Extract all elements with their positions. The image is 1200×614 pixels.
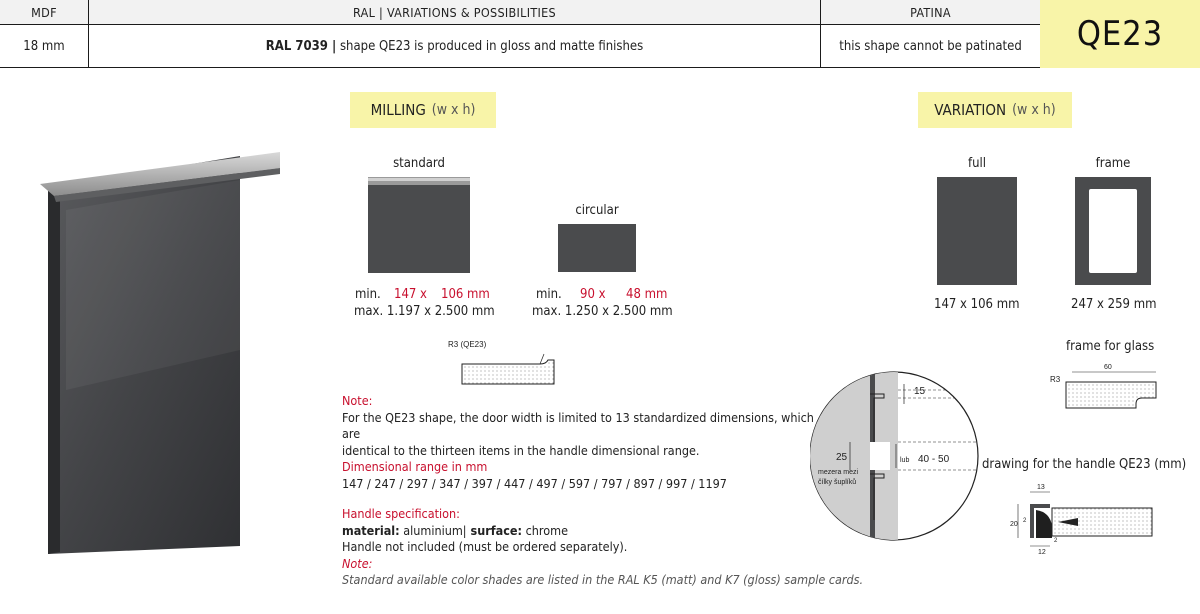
- mdf-thickness-value: 18 mm: [0, 25, 89, 67]
- r3-profile-drawing: [440, 338, 562, 390]
- circular-label: circular: [575, 203, 619, 218]
- ral-description: shape QE23 is produced in gloss and matte finishes: [336, 38, 644, 54]
- note-title: Note:: [342, 393, 373, 408]
- surface-label: surface:: [466, 522, 523, 538]
- r3-profile-label: R3 (QE23): [448, 340, 487, 349]
- dim-15: 15: [914, 386, 926, 397]
- dim-20: 20: [1010, 521, 1018, 528]
- milling-unit: (w x h): [431, 102, 476, 118]
- header-title-row: [0, 0, 1040, 25]
- note2-text: Standard available color shades are listed in the RAL K5 (matt) and K7 (gloss) sample cards.: [342, 572, 864, 587]
- note-text-2: identical to the thirteen items in the handle dimensional range.: [342, 442, 700, 458]
- standard-min-label: min.: [355, 287, 381, 302]
- ral-value: [89, 25, 821, 67]
- material-value: aluminium|: [399, 522, 467, 538]
- frame-for-glass-drawing: [1044, 360, 1164, 412]
- frame-label: frame: [1095, 156, 1131, 171]
- handle-profile-drawing: [1006, 480, 1158, 558]
- circular-milling-panel: [558, 224, 636, 272]
- milling-section-tag: [350, 92, 496, 128]
- mdf-column-title: MDF: [0, 0, 89, 24]
- patina-value: this shape cannot be patinated: [839, 38, 1022, 54]
- full-label: full: [967, 156, 987, 171]
- standard-label: standard: [393, 156, 445, 171]
- header-value-row: [0, 25, 1040, 68]
- frame-for-glass-label: frame for glass: [1066, 339, 1155, 354]
- range-values: 147 / 247 / 297 / 347 / 397 / 447 / 497 / 597 / 797 / 897 / 997 / 1197: [342, 475, 727, 491]
- spec-header-table: [0, 0, 1040, 68]
- handle-title: Handle specification:: [342, 506, 460, 521]
- handle-gap-diagram: [810, 370, 982, 546]
- circular-min-width: 90 x: [580, 287, 606, 302]
- standard-min-width: 147 x: [394, 287, 427, 302]
- standard-min-height: 106 mm: [441, 287, 490, 302]
- circular-max: max. 1.250 x 2.500 mm: [532, 304, 673, 319]
- standard-max: max. 1.197 x 2.500 mm: [354, 304, 495, 319]
- ral-column-title: RAL | VARIATIONS & POSSIBILITIES: [89, 0, 821, 24]
- variation-unit: (w x h): [1012, 102, 1056, 118]
- gap-text-2: čílky šuplíků: [818, 479, 857, 486]
- dim-lub: lub: [900, 457, 910, 464]
- dim-13: 13: [1037, 484, 1045, 491]
- note-text-1: For the QE23 shape, the door width is limited to 13 standardized dimensions, which are: [342, 409, 814, 441]
- range-title: Dimensional range in mm: [342, 459, 488, 474]
- dim-25: 25: [836, 452, 848, 463]
- material-label: material:: [342, 522, 400, 538]
- gap-text-1: mezera mezi: [818, 469, 859, 476]
- variation-title: VARIATION: [934, 101, 1007, 119]
- frame-glass-width-label: 60: [1104, 364, 1112, 371]
- ral-code: RAL 7039 |: [265, 38, 337, 54]
- patina-column-title: PATINA: [910, 4, 951, 20]
- handle-material-line: [342, 523, 822, 540]
- frame-glass-r-label: R3: [1050, 375, 1061, 384]
- frame-dims: 247 x 259 mm: [1071, 297, 1157, 312]
- note2-title: Note:: [342, 555, 373, 571]
- dim-2b: 2: [1054, 538, 1058, 544]
- variation-section-tag: [918, 92, 1072, 128]
- handle-drawing-caption: drawing for the handle QE23 (mm): [982, 457, 1187, 472]
- product-code-badge: QE23: [1040, 0, 1200, 68]
- full-dims: 147 x 106 mm: [934, 297, 1020, 312]
- circular-min-height: 48 mm: [626, 287, 668, 302]
- door-illustration: [40, 150, 285, 560]
- milling-title: MILLING: [370, 101, 426, 119]
- dim-2a: 2: [1023, 518, 1027, 524]
- frame-variation-panel: [1075, 177, 1151, 285]
- full-variation-panel: [937, 177, 1017, 285]
- standard-milling-panel: [368, 177, 470, 273]
- circular-min-label: min.: [536, 287, 562, 302]
- dim-12: 12: [1038, 549, 1046, 556]
- handle-not-included: Handle not included (must be ordered separately).: [342, 539, 628, 554]
- surface-value: chrome: [522, 522, 569, 538]
- dim-range: 40 - 50: [918, 454, 950, 465]
